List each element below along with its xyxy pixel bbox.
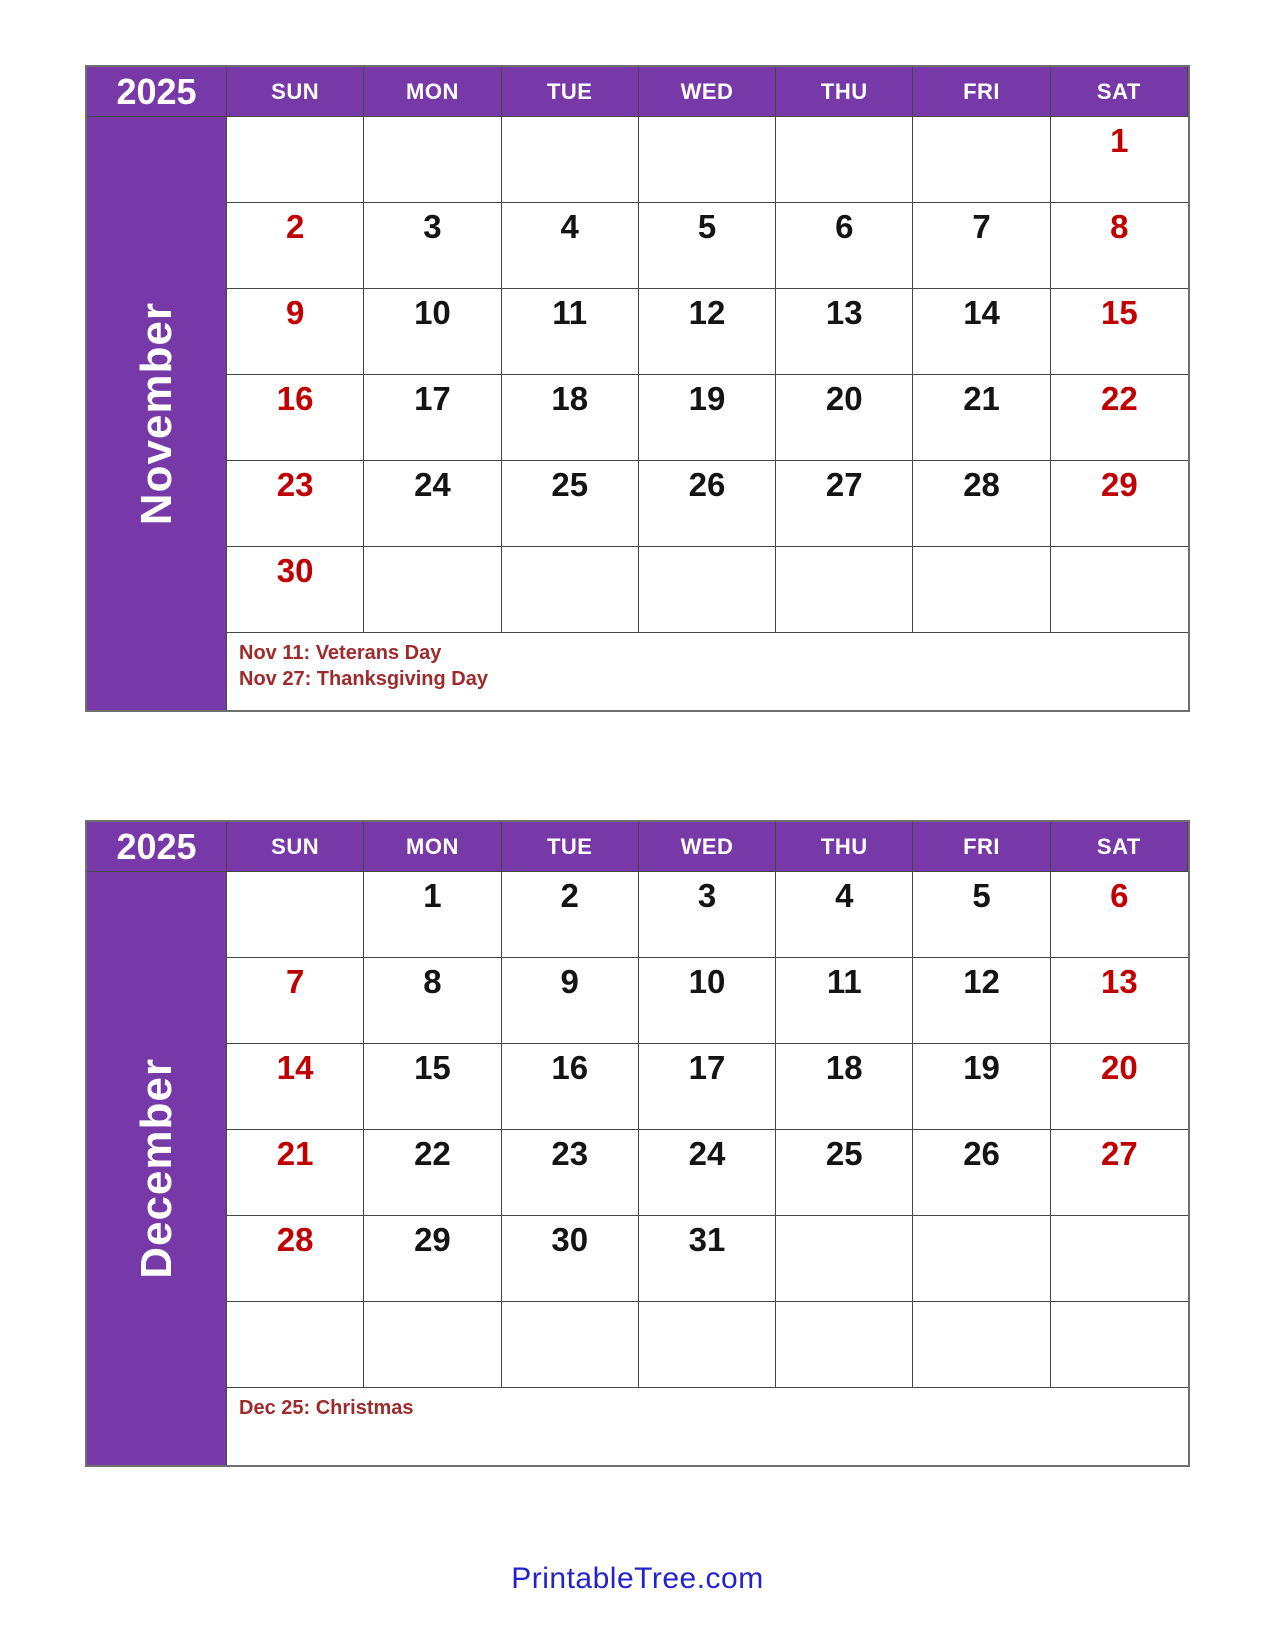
date-cell — [1051, 1302, 1188, 1388]
date-cell: 11 — [776, 958, 913, 1044]
date-cell: 17 — [364, 375, 501, 461]
date-cell: 6 — [1051, 872, 1188, 958]
date-cell: 20 — [1051, 1044, 1188, 1130]
date-cell — [227, 872, 364, 958]
date-cell: 22 — [1051, 375, 1188, 461]
date-cell: 22 — [364, 1130, 501, 1216]
date-cell: 10 — [364, 289, 501, 375]
day-header-thu: THU — [776, 822, 913, 872]
date-cell: 30 — [502, 1216, 639, 1302]
date-cell: 31 — [639, 1216, 776, 1302]
date-cell: 28 — [227, 1216, 364, 1302]
date-cell: 25 — [502, 461, 639, 547]
date-cell: 26 — [913, 1130, 1050, 1216]
date-cell — [227, 1302, 364, 1388]
date-cell: 10 — [639, 958, 776, 1044]
day-header-fri: FRI — [913, 67, 1050, 117]
date-cell — [776, 1302, 913, 1388]
day-header-sat: SAT — [1051, 822, 1188, 872]
date-cell: 1 — [364, 872, 501, 958]
day-header-sat: SAT — [1051, 67, 1188, 117]
date-cell: 14 — [227, 1044, 364, 1130]
date-cell: 30 — [227, 547, 364, 633]
day-header-wed: WED — [639, 67, 776, 117]
date-cell: 13 — [776, 289, 913, 375]
date-cell: 12 — [913, 958, 1050, 1044]
date-cell — [639, 117, 776, 203]
date-cell: 4 — [502, 203, 639, 289]
date-cell: 13 — [1051, 958, 1188, 1044]
date-cell: 21 — [227, 1130, 364, 1216]
date-cell: 15 — [1051, 289, 1188, 375]
footer — [0, 1562, 1275, 1596]
date-cell: 25 — [776, 1130, 913, 1216]
date-cell: 20 — [776, 375, 913, 461]
day-header-tue: TUE — [502, 67, 639, 117]
date-cell: 9 — [227, 289, 364, 375]
holiday-note: Dec 25: Christmas — [239, 1397, 414, 1419]
date-cell: 15 — [364, 1044, 501, 1130]
date-cell: 2 — [227, 203, 364, 289]
date-cell: 6 — [776, 203, 913, 289]
date-cell: 29 — [1051, 461, 1188, 547]
holiday-notes — [227, 1388, 1188, 1465]
date-cell: 16 — [502, 1044, 639, 1130]
date-cell — [1051, 1216, 1188, 1302]
date-cell: 8 — [364, 958, 501, 1044]
calendar-december — [85, 820, 1190, 1467]
date-cell: 28 — [913, 461, 1050, 547]
date-cell: 27 — [1051, 1130, 1188, 1216]
date-cell: 24 — [639, 1130, 776, 1216]
day-header-wed: WED — [639, 822, 776, 872]
holiday-note: Nov 27: Thanksgiving Day — [239, 668, 488, 691]
date-cell: 1 — [1051, 117, 1188, 203]
date-cell — [639, 1302, 776, 1388]
date-cell — [776, 547, 913, 633]
date-cell — [913, 547, 1050, 633]
day-header-thu: THU — [776, 67, 913, 117]
date-cell: 7 — [227, 958, 364, 1044]
date-cell: 8 — [1051, 203, 1188, 289]
footer-link[interactable]: PrintableTree.com — [511, 1562, 764, 1595]
date-cell — [364, 547, 501, 633]
date-cell: 5 — [639, 203, 776, 289]
date-cell — [502, 547, 639, 633]
date-cell: 29 — [364, 1216, 501, 1302]
date-cell: 19 — [639, 375, 776, 461]
date-cell: 2 — [502, 872, 639, 958]
date-cell — [913, 1302, 1050, 1388]
year-label: 2025 — [87, 822, 227, 872]
day-header-sun: SUN — [227, 67, 364, 117]
date-cell: 14 — [913, 289, 1050, 375]
date-cell: 3 — [364, 203, 501, 289]
date-cell — [913, 1216, 1050, 1302]
date-cell: 7 — [913, 203, 1050, 289]
date-cell: 27 — [776, 461, 913, 547]
month-sidebar — [87, 117, 227, 710]
day-header-mon: MON — [364, 822, 501, 872]
day-header-tue: TUE — [502, 822, 639, 872]
date-cell: 12 — [639, 289, 776, 375]
date-cell: 5 — [913, 872, 1050, 958]
date-cell: 4 — [776, 872, 913, 958]
year-label: 2025 — [87, 67, 227, 117]
day-header-fri: FRI — [913, 822, 1050, 872]
date-cell — [776, 1216, 913, 1302]
date-cell — [639, 547, 776, 633]
month-name: December — [131, 1058, 181, 1279]
date-cell: 16 — [227, 375, 364, 461]
date-cell: 24 — [364, 461, 501, 547]
date-cell: 9 — [502, 958, 639, 1044]
date-cell: 11 — [502, 289, 639, 375]
date-cell: 19 — [913, 1044, 1050, 1130]
date-cell — [227, 117, 364, 203]
month-sidebar — [87, 872, 227, 1465]
holiday-note: Nov 11: Veterans Day — [239, 642, 442, 664]
date-cell — [502, 117, 639, 203]
date-cell: 18 — [502, 375, 639, 461]
date-cell — [364, 117, 501, 203]
date-cell — [1051, 547, 1188, 633]
date-cell — [913, 117, 1050, 203]
month-name: November — [131, 301, 181, 526]
date-cell: 3 — [639, 872, 776, 958]
calendar-november — [85, 65, 1190, 712]
date-cell: 21 — [913, 375, 1050, 461]
date-cell: 23 — [502, 1130, 639, 1216]
date-cell — [364, 1302, 501, 1388]
date-cell: 26 — [639, 461, 776, 547]
date-cell — [776, 117, 913, 203]
holiday-notes — [227, 633, 1188, 710]
date-cell: 23 — [227, 461, 364, 547]
date-cell: 17 — [639, 1044, 776, 1130]
day-header-sun: SUN — [227, 822, 364, 872]
day-header-mon: MON — [364, 67, 501, 117]
date-cell — [502, 1302, 639, 1388]
date-cell: 18 — [776, 1044, 913, 1130]
